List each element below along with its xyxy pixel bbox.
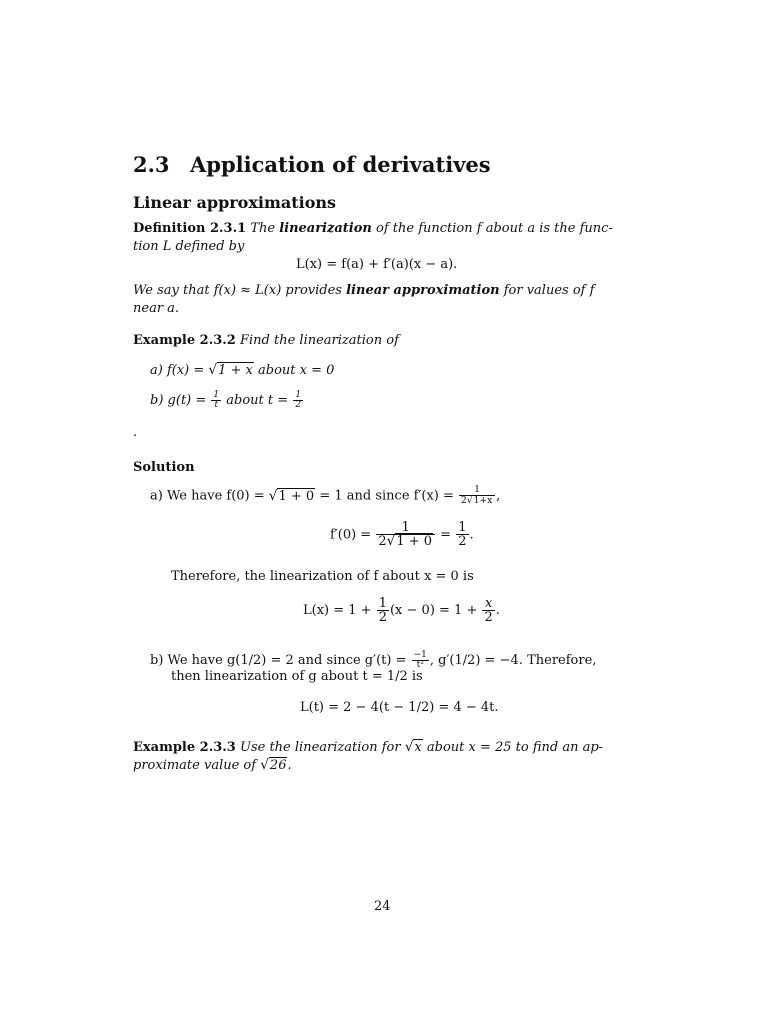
example-item-a: a) f(x) = √1 + x about x = 0 [150,362,335,378]
definition-line-4: near a. [133,301,180,316]
solution-b-line-1: b) We have g(1/2) = 2 and since g′(t) = $\frac{-1}{\text{t²}}$ , g′(1/2) = −4. Therefore, [150,650,597,670]
sqrt-expression: √1 + x [208,362,253,378]
stray-dot: . [133,425,138,440]
equation-linearization-b: L(t) = 2 − 4(t − 1/2) = 4 − 4t. [300,700,499,715]
definition-term-2: linear approximation [346,283,500,298]
fraction: $\frac{x}{2}$ [484,596,493,625]
example-2-label: Example 2.3.3 [133,740,236,755]
sqrt-expression: √x [404,739,422,755]
definition-label: Definition 2.3.1 [133,221,247,236]
fraction: $\frac{1}{2√1 + 0}$ [376,521,435,549]
fraction: $\frac{1}{2√1+x}$ [459,486,495,506]
solution-b-line-2: then linearization of g about t = 1/2 is [171,669,423,684]
section-title: Application of derivatives [190,152,491,177]
example-label: Example 2.3.2 [133,333,236,348]
sqrt-expression: √26 [260,757,287,773]
example-heading: Example 2.3.2 Find the linearization of [133,333,399,348]
example-item-b: b) g(t) = $\frac{1}{t}$ about t = $\frac{1}{2}$ [150,390,302,410]
fraction: $\frac{1}{2}$ [295,390,302,410]
solution-a-therefore: Therefore, the linearization of f about x = 0 is [171,569,474,584]
definition-line-3: We say that f(x) ≈ L(x) provides linear approximation for values of f [133,283,595,298]
definition-term: linearization [279,221,372,236]
definition-formula: L(x) = f(a) + f′(a)(x − a). [296,257,458,272]
equation-linearization-a: L(x) = 1 + $\frac{1}{2}$ (x − 0) = 1 + $\frac{x}{2}$ . [303,596,500,625]
fraction: $\frac{1}{t}$ [213,390,220,410]
definition-line-1: Definition 2.3.1 The linearization of the function f about a is the func- [133,221,613,236]
fraction: $\frac{-1}{\text{t²}}$ [413,650,427,670]
solution-heading: Solution [133,460,195,475]
definition-line-2: tion L defined by [133,239,245,254]
page-number: 24 [374,899,391,914]
fraction: $\frac{1}{2}$ [458,520,467,550]
solution-a-line-1: a) We have f(0) = √1 + 0 = 1 and since f′(x) = $\frac{1}{2√1+x}$ , [150,485,501,506]
example-2-line-1: Example 2.3.3 Use the linearization for √x about x = 25 to find an ap- [133,739,604,755]
example-2-line-2: proximate value of √26. [133,757,292,773]
sqrt-expression: √1 + 0 [268,487,315,504]
subsection-title: Linear approximations [133,193,337,212]
equation-f-prime-0: f′(0) = $\frac{1}{2√1 + 0}$ = $\frac{1}{2}$ . [330,520,474,550]
fraction: $\frac{1}{2}$ [378,596,387,625]
section-number: 2.3 [133,152,170,177]
